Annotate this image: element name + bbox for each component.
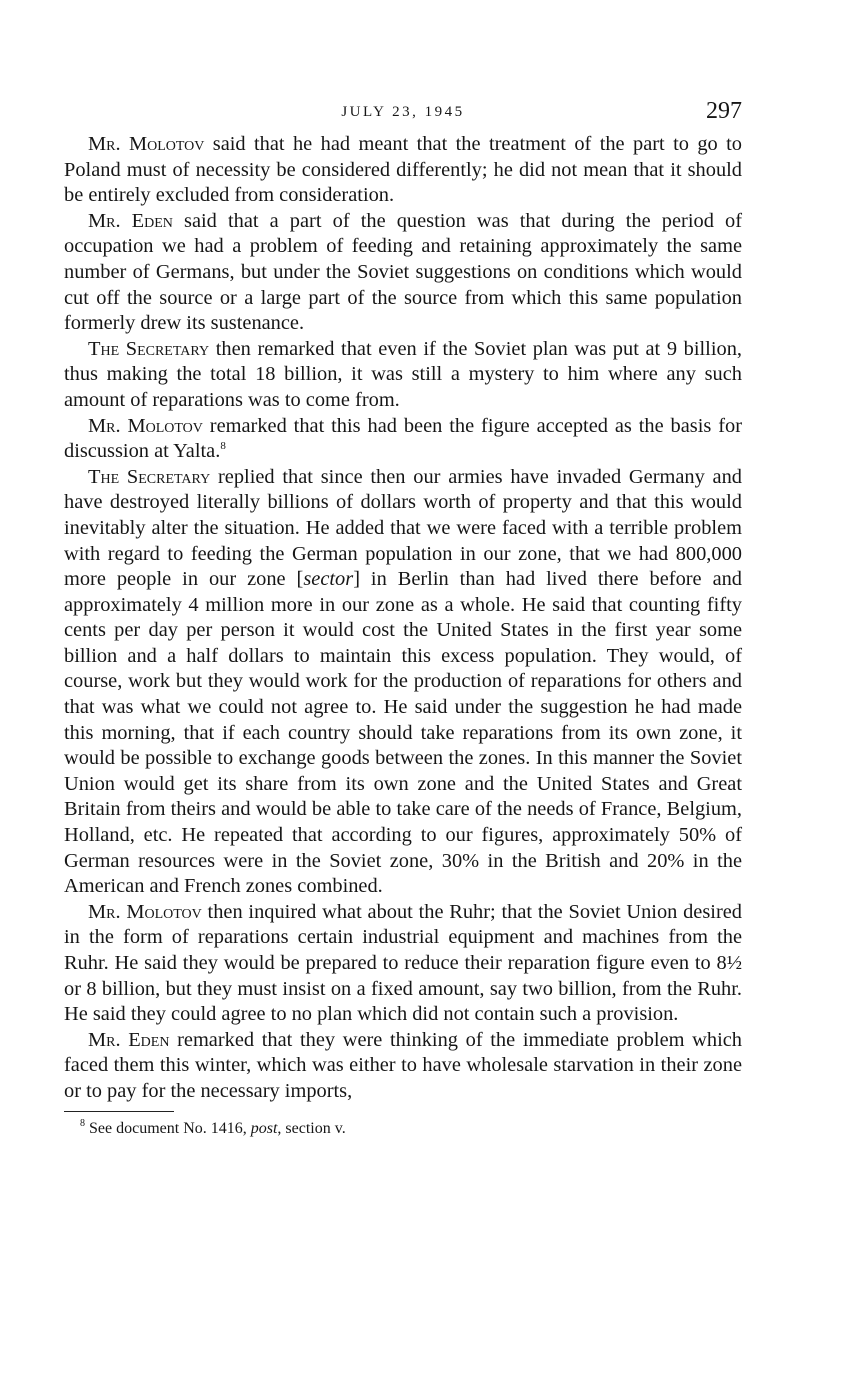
footnote-italic: post xyxy=(250,1119,278,1137)
paragraph-text: ] in Berlin than had lived there before and approximately 4 million more in our zone as a whole. He said that counting fifty cents per day per person it would cost the United States in the first year some billion and a half dollars to maintain this excess population. They would, of course, work but they would work for the production of reparations for others and that was what we could not agree to. He said under the suggestion he had made this morning, that if each country should take reparations from its own zone, it would be possible to exchange goods between the zones. In this manner the Soviet Union would get its share from its own zone and the United States and Great Britain from theirs and would be able to take care of the needs of France, Belgium, Holland, etc. He repeated that according to our figures, approximately 50% of German resources were in the Soviet zone, 30% in the British and 20% in the American and French zones combined. xyxy=(64,568,743,898)
footnote-mark: 8 xyxy=(80,1118,85,1130)
paragraph-molotov-3 xyxy=(64,900,742,1028)
italic-term: sector xyxy=(303,568,354,591)
paragraph-text: then inquired what about the Ruhr; that the Soviet Union desired in the form of reparations certain industrial equipment and machines from the Ruhr. He said they would be prepared to reduce their reparation figure even to 8½ or 8 billion, but they must insist on a fixed amount, say two billion, from the Ruhr. He said they could agree to no plan which did not contain such a provision. xyxy=(64,900,742,1026)
paragraph-text: then remarked that even if the Soviet plan was put at 9 billion, thus making the total 18 billion, it was still a mystery to him where any such amount of reparations was to come from. xyxy=(64,337,742,411)
speaker-name: Mr. Molotov xyxy=(88,414,203,437)
paragraph-eden-2 xyxy=(64,1028,742,1105)
paragraph-molotov-1 xyxy=(64,132,742,209)
speaker-name: Mr. Eden xyxy=(88,1028,170,1051)
document-page xyxy=(64,98,742,1140)
footnote-text: See document No. 1416, xyxy=(89,1119,251,1137)
paragraph-secretary-1 xyxy=(64,337,742,414)
footnote xyxy=(80,1118,742,1140)
speaker-name: Mr. Molotov xyxy=(88,133,205,155)
paragraph-molotov-2 xyxy=(64,414,742,465)
footnote-text: , section v. xyxy=(277,1119,346,1137)
paragraph-text: remarked that they were thinking of the immediate problem which faced them this winter, which was either to have wholesale starvation in their zone or to pay for the necessary imports, xyxy=(64,1028,742,1102)
paragraph-text: remarked that this had been the figure accepted as the basis for discussion at Yalta. xyxy=(64,414,742,463)
running-head-date: JULY 23, 1945 xyxy=(341,104,465,120)
speaker-name: The Secretary xyxy=(88,337,210,360)
running-head xyxy=(64,98,742,132)
speaker-name: Mr. Molotov xyxy=(88,900,202,923)
footnote-reference[interactable]: 8 xyxy=(220,440,226,453)
footnote-divider xyxy=(64,1111,174,1112)
paragraph-eden-1 xyxy=(64,209,742,337)
paragraph-text: said that a part of the question was that during the period of occupation we had a problem of feeding and retaining approximately the same number of Germans, but under the Soviet suggestions on conditions which would cut off the source or a large part of the source from which this same population formerly drew its sustenance. xyxy=(64,209,742,335)
paragraph-text: said that he had meant that the treatment of the part to go to Poland must of necessity be considered differently; he did not mean that it should be entirely excluded from consideration. xyxy=(64,133,742,207)
page-number: 297 xyxy=(706,98,742,124)
paragraph-secretary-2 xyxy=(64,465,742,900)
paragraph-text: replied that since then our armies have invaded Germany and have destroyed literally billions of dollars worth of property and that this would inevitably alter the situation. He added that we were faced with a terrible problem with regard to feeding the German population in our zone, that we had 800,000 more people in our zone [ xyxy=(64,465,742,591)
speaker-name: The Secretary xyxy=(88,465,211,488)
speaker-name: Mr. Eden xyxy=(88,209,173,232)
